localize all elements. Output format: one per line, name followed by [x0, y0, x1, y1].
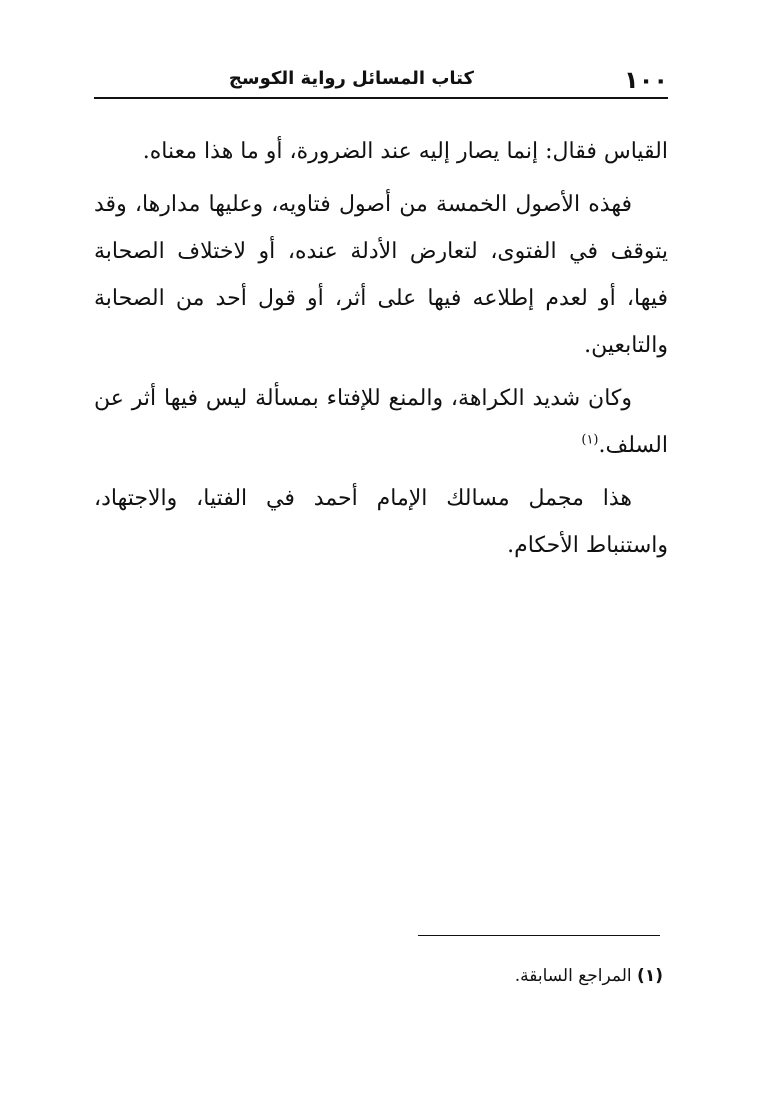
- paragraph-text: هذا مجمل مسالك الإمام أحمد في الفتيا، والاجتهاد، واستنباط الأحكام.: [94, 486, 668, 558]
- paragraph: [94, 375, 668, 469]
- paragraph: [94, 181, 668, 369]
- paragraph-text: وكان شديد الكراهة، والمنع للإفتاء بمسألة ليس فيها أثر عن السلف.: [94, 386, 668, 458]
- paragraph-text: فهذه الأصول الخمسة من أصول فتاويه، وعليها مدارها، وقد يتوقف في الفتوى، لتعارض الأدلة عنده، أو لاختلاف الصحابة فيها، أو لعدم إطلاعه فيها على أثر، أو قول أحد من الصحابة والتابعين.: [94, 192, 668, 358]
- footnote-divider: [418, 935, 660, 936]
- footnote-number: (١): [637, 966, 663, 986]
- main-text: [94, 128, 668, 575]
- footnote-text: المراجع السابقة.: [514, 966, 632, 986]
- page-header: [94, 64, 668, 98]
- page-number: ١٠٠: [624, 66, 668, 94]
- header-divider: [94, 97, 668, 99]
- footnote: [300, 962, 663, 990]
- paragraph: [94, 128, 668, 175]
- paragraph: [94, 475, 668, 569]
- paragraph-text: القياس فقال: إنما يصار إليه عند الضرورة، أو ما هذا معناه.: [142, 139, 668, 164]
- footnote-marker: (١): [581, 432, 599, 448]
- running-title: كتاب المسائل رواية الكوسج: [228, 68, 474, 89]
